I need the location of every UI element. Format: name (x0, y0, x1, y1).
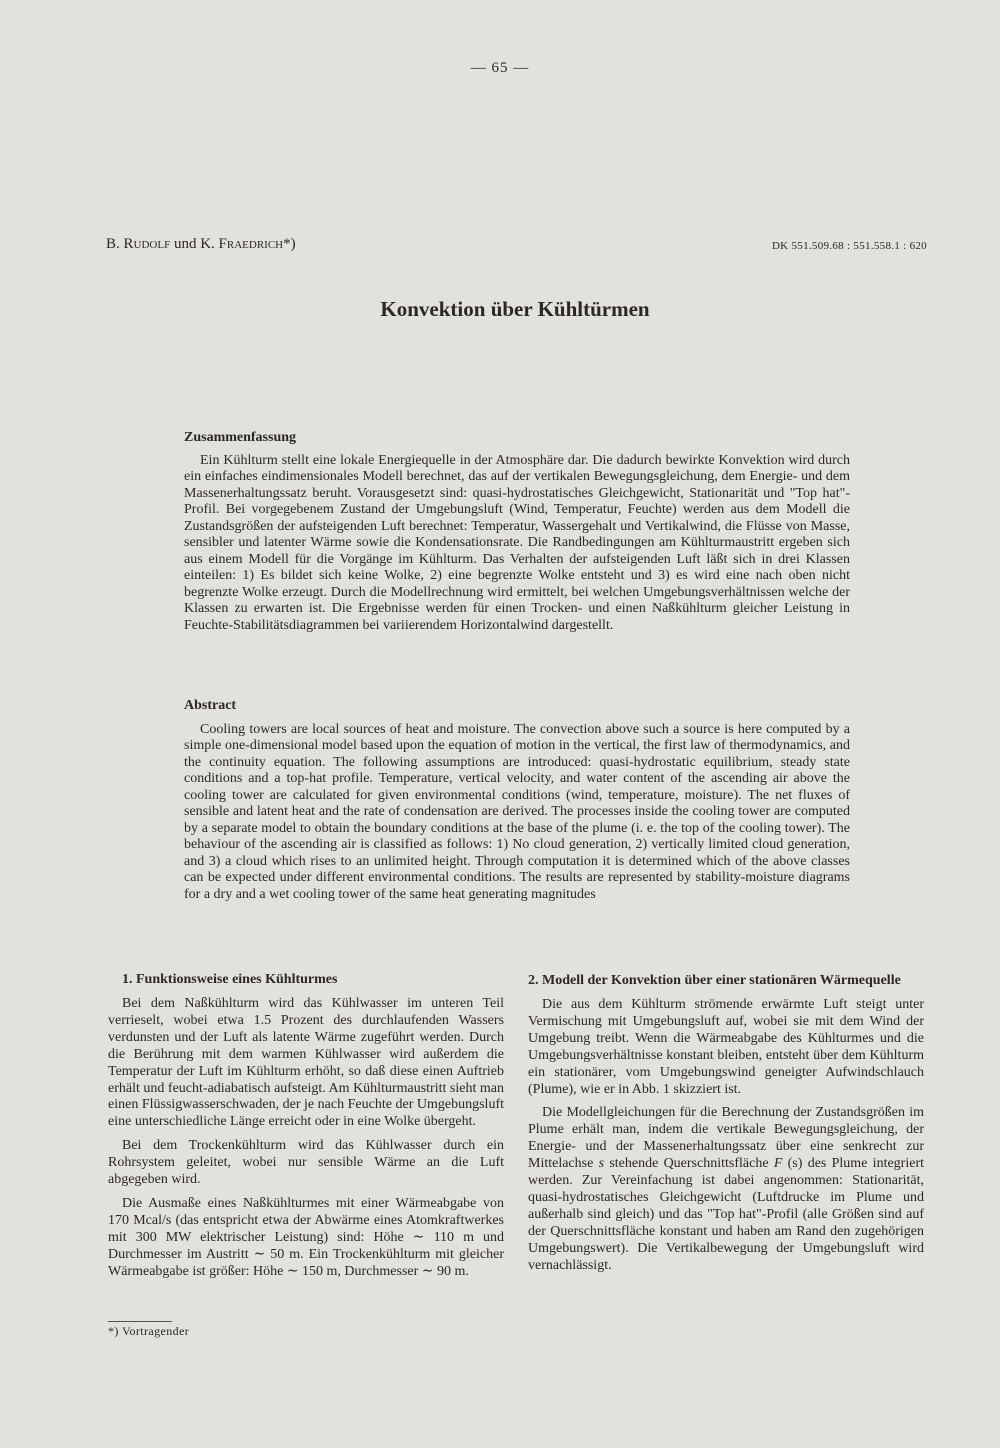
abstract-paragraph: Cooling towers are local sources of heat and moisture. The convection above such a source is here computed by a simple one-dimensional model based upon the equation of motion in the vertical, the first law of thermodynamics, and the continuity equation. The following assumptions are introduced: quasi-hydrostatic equilibrium, steady state conditions and a top-hat profile. Temperature, vertical velocity, and water content of the ascending air above the cooling tower are calculated for given environmental conditions (wind, temperature, moisture). The net fluxes of sensible and latent heat and the rate of condensation are derived. The processes inside the cooling tower are computed by a separate model to obtain the boundary conditions at the base of the plume (i. e. the top of the cooling tower). The behaviour of the ascending air is classified as follows: 1) No cloud generation, 2) vertically limited cloud generation, and 3) a cloud which rises to an unlimited height. Through computation it is determined which of the above classes can be expected under different environmental conditions. The results are represented by stability-moisture diagrams for a dry and a wet cooling tower of the same heat generating magnitudes (184, 722, 850, 902)
article-title: Konvektion über Kühltürmen (380, 297, 650, 321)
dk-classification: DK 551.509.68 : 551.558.1 : 620 (771, 240, 927, 252)
section-2-paragraph-2-part-a: Die Modellgleichungen für die Berechnung der Zustandsgrößen im Plume erhält man, indem die vertikale Bewegungsgleichung, der Energie- und der Massenerhaltungssatz über eine senkrecht zur Mittelachse (528, 1105, 924, 1172)
section-1-paragraph-2: Bei dem Trockenkühlturm wird das Kühlwasser durch ein Rohrsystem geleitet, wobei nur sensible Wärme an die Luft abgegeben wird. (108, 1138, 504, 1188)
author-1-name: Rudolf (123, 236, 171, 252)
author-line (106, 236, 296, 253)
section-1-heading: 1. Funktionsweise eines Kühlturmes (122, 972, 338, 987)
column-right (528, 972, 924, 1282)
section-2-heading: 2. Modell der Konvektion über einer stationären Wärmequelle (528, 973, 901, 988)
author-connector: und (170, 236, 201, 252)
author-footnote-mark: *) (283, 236, 296, 252)
zusammenfassung-heading-text: Zusammenfassung (184, 430, 297, 445)
footnote-rule (108, 1321, 172, 1322)
zusammenfassung-body (184, 453, 850, 634)
variable-s: s (598, 1156, 605, 1172)
author-2-initial: K. (200, 236, 219, 252)
column-left (108, 971, 504, 1288)
abstract-body (184, 722, 850, 903)
section-1-paragraph-3: Die Ausmaße eines Naßkühlturmes mit einer Wärmeabgabe von 170 Mcal/s (das entspricht etwa der Abwärme eines Atomkraftwerkes mit 300 MW elektrischer Leistung) sind: Höhe ∼ 110 m und Durchmesser im Austritt ∼ 50 m. Ein Trockenkühlturm mit gleicher Wärmeabgabe ist größer: Höhe ∼ 150 m, Durchmesser ∼ 90 m. (108, 1195, 504, 1279)
section-1-paragraph-1: Bei dem Naßkühlturm wird das Kühlwasser im unteren Teil verrieselt, wobei etwa 1.5 Prozent des durchlaufenden Wassers verdunsten und der Luft als latente Wärme zugeführt werden. Durch die Berührung mit dem warmen Kühlwasser wird außerdem die Temperatur der Luft im Kühlturm erhöht, so daß diese einen Auftrieb erhält und feucht-adiabatisch aufsteigt. Am Kühlturmaustritt sieht man einen Flüssigwasserschwaden, der je nach Feuchte der Umgebungsluft eine unterschiedliche Länge erreicht oder in eine Wolke übergeht. (108, 996, 504, 1130)
abstract-heading (184, 698, 850, 714)
section-2-paragraph-2-part-c: (s) des Plume integriert werden. Zur Vereinfachung ist dabei angenommen: Stationarität, quasi-hydrostatisches Gleichgewicht (Luftdrucke im Plume und außerhalb sind gleich) und das "Top hat"-Profil (alle Größen sind auf der Querschnittsfläche konstant und haben am Rand den zugehörigen Umgebungswert). Die Vertikalbewegung der Umgebungsluft wird vernachlässigt. (528, 1156, 924, 1273)
section-2-paragraph-1: Die aus dem Kühlturm strömende erwärmte Luft steigt unter Vermischung mit Umgebungsluft auf, wobei sie mit dem Wind der Umgebung treibt. Wenn die Wärmeabgabe des Kühlturmes und die Umgebungsverhältnisse konstant bleiben, entsteht über dem Kühlturm ein stationärer, vom Umgebungswind geneigter Aufwindschlauch (Plume), wie er in Abb. 1 skizziert ist. (528, 997, 924, 1097)
abstract-heading-text: Abstract (184, 698, 237, 713)
variable-F: F (773, 1156, 783, 1172)
footnote: *) Vortragender (108, 1324, 190, 1338)
author-1-initial: B. (106, 236, 124, 252)
section-2-paragraph-2-part-b: stehende Querschnittsfläche (604, 1156, 774, 1172)
zusammenfassung-paragraph: Ein Kühlturm stellt eine lokale Energiequelle in der Atmosphäre dar. Die dadurch bewirkte Konvektion wird durch ein einfaches eindimensionales Modell berechnet, das auf der vertikalen Bewegungsgleichung, dem Energie- und dem Massenerhaltungssatz beruht. Vorausgesetzt sind: quasi-hydrostatisches Gleichgewicht, Stationarität und "Top hat"-Profil. Bei vorgegebenem Zustand der Umgebungsluft (Wind, Temperatur, Feuchte) werden aus dem Modell die Zustandsgrößen der aufsteigenden Luft berechnet: Temperatur, Wassergehalt und Vertikalwind, die Flüsse von Masse, sensibler und latenter Wärme sowie die Kondensationsrate. Die Randbedingungen am Kühlturmaustritt ergeben sich aus einem Modell für die Vorgänge im Kühlturm. Das Verhalten der aufsteigenden Luft läßt sich in drei Klassen einteilen: 1) Es bildet sich keine Wolke, 2) eine begrenzte Wolke entsteht und 3) es wird eine nach oben nicht begrenzte Wolke erzeugt. Durch die Modellrechnung wird ermittelt, bei welchen Umgebungsverhältnissen welche der Klassen zu erwarten ist. Die Ergebnisse werden für einen Trocken- und einen Naßkühlturm gleicher Leistung in Feuchte-Stabilitätsdiagrammen bei variierendem Horizontalwind dargestellt. (184, 453, 850, 633)
zusammenfassung-heading (184, 430, 850, 446)
section-2-paragraph-2 (528, 1105, 924, 1274)
author-2-name: Fraedrich (218, 236, 284, 252)
page-number: — 65 — (470, 60, 530, 76)
